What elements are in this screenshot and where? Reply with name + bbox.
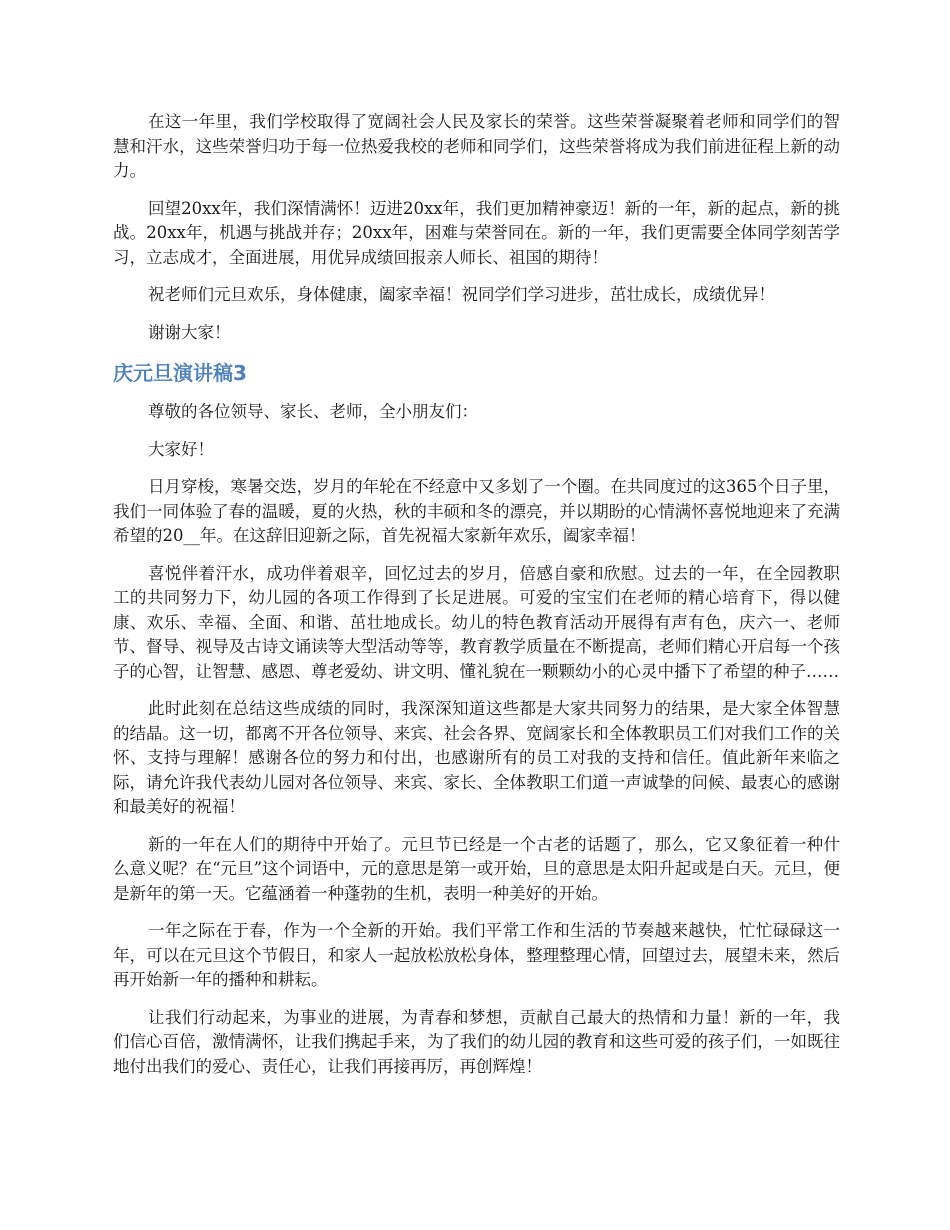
paragraph: 在这一年里，我们学校取得了宽阔社会人民及家长的荣誉。这些荣誉凝聚着老师和同学们的智慧和汗水，这些荣誉归功于每一位热爱我校的老师和同学们，这些荣誉将成为我们前进征程上新的动力。 [113, 112, 840, 180]
paragraph: 新的一年在人们的期待中开始了。元旦节已经是一个古老的话题了，那么，它又象征着一种什么意义呢？在“元旦”这个词语中，元的意思是第一或开始，旦的意思是太阳升起或是白天。元旦，便是新年的第一天。它蕴涵着一种蓬勃的生机，表明一种美好的开始。 [113, 834, 840, 903]
paragraph: 一年之际在于春，作为一个全新的开始。我们平常工作和生活的节奏越来越快，忙忙碌碌这一年，可以在元旦这个节假日，和家人一起放松放松身体，整理整理心情，回望过去，展望未来，然后再开始新一年的播种和耕耘。 [113, 921, 840, 989]
paragraph: 谢谢大家！ [148, 322, 231, 342]
document-page [113, 110, 840, 1092]
paragraph: 喜悦伴着汗水，成功伴着艰辛，回忆过去的岁月，倍感自豪和欣慰。过去的一年，在全园教职工的共同努力下，幼儿园的各项工作得到了长足进展。可爱的宝宝们在老师的精心培育下，得以健康、欢乐、幸福、全面、和谐、茁壮地成长。幼儿的特色教育活动开展得有声有色，庆六一、老师节、督导、视导及古诗文诵读等大型活动等等，教育教学质量在不断提高，老师们精心开启每一个孩子的心智，让智慧、感恩、尊老爱幼、讲文明、懂礼貌在一颗颗幼小的心灵中播下了希望的种子…… [113, 563, 840, 681]
paragraph: 回望20xx年，我们深情满怀！迈进20xx年，我们更加精神豪迈！新的一年，新的起点，新的挑战。20xx年，机遇与挑战并存；20xx年，困难与荣誉同在。新的一年，我们更需要全体同学刻苦学习，立志成才，全面进展，用优异成绩回报亲人师长、祖国的期待！ [113, 198, 840, 267]
paragraph: 祝老师们元旦欢乐，身体健康，阖家幸福！祝同学们学习进步，茁壮成长，成绩优异！ [148, 285, 775, 304]
paragraph: 此时此刻在总结这些成绩的同时，我深深知道这些都是大家共同努力的结果，是大家全体智慧的结晶。这一切，都离不开各位领导、来宾、社会各界、宽阔家长和全体教职员工们对我们工作的关怀、支持与理解！感谢各位的努力和付出，也感谢所有的员工对我的支持和信任。值此新年来临之际，请允许我代表幼儿园对各位领导、来宾、家长、全体教职工们道一声诚挚的问候、最衷心的感谢和最美好的祝福！ [113, 699, 840, 816]
paragraph: 日月穿梭，寒暑交迭，岁月的年轮在不经意中又多划了一个圈。在共同度过的这365个日子里，我们一同体验了春的温暖，夏的火热，秋的丰硕和冬的漂亮，并以期盼的心情满怀喜悦地迎来了充满希望的20__年。在这辞旧迎新之际，首先祝福大家新年欢乐，阖家幸福！ [113, 477, 840, 545]
greeting: 大家好！ [148, 439, 214, 459]
paragraph: 让我们行动起来，为事业的进展，为青春和梦想，贡献自己最大的热情和力量！新的一年，我们信心百倍，激情满怀，让我们携起手来，为了我们的幼儿园的教育和这些可爱的孩子们，一如既往地付出我们的爱心、责任心，让我们再接再厉，再创辉煌！ [113, 1007, 840, 1076]
salutation: 尊敬的各位领导、家长、老师，全小朋友们： [148, 402, 478, 421]
section-heading: 庆元旦演讲稿3 [113, 361, 247, 385]
